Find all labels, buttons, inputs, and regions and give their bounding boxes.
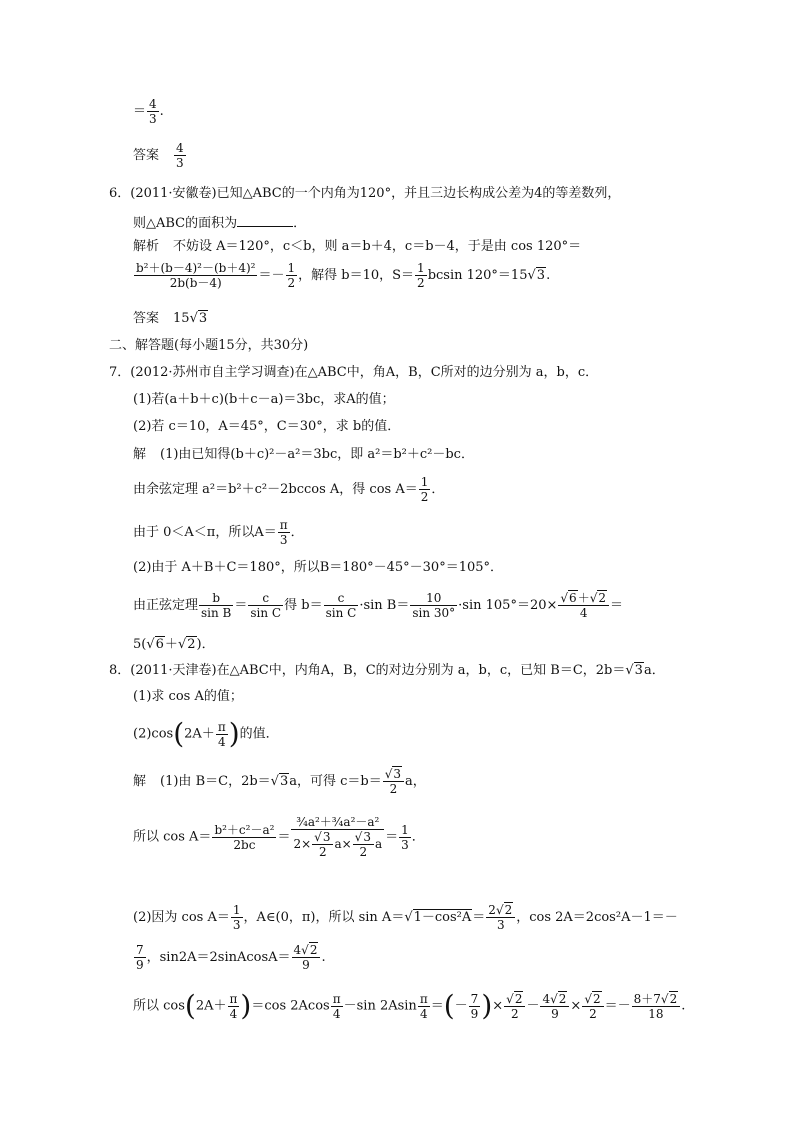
q7-cosine-rule: 由余弦定理 a²＝b²＋c²－2bccos A，得 cos A＝ $\frac{1}{2}$ ． [133, 475, 445, 504]
q6-answer: 答案 15√ 3 [133, 312, 208, 325]
q6-line2: 则△ABC的面积为 ． [133, 216, 307, 231]
q8-part2: (2)cos(2A＋ $\frac{\pi}{4}$ )的值． [133, 717, 279, 750]
answer-line-a: 答案 $\frac{4}{3}$ [133, 141, 184, 170]
q7-title: 7．(2012·苏州市自主学习调查)在△ABC中，角A，B，C所对的边分别为 a，b，c． [109, 365, 599, 380]
q7-result: 5(√ 6＋√ 2)． [133, 638, 215, 651]
q6-analysis-formula: $\frac{\text{b²＋(b－4)²－(b＋4)²}}{2b(b-4)}$ ＝－ $\frac{1}{2}$ ，解得 b＝10，S＝ $\frac{1}{2}$ bcsin 120°＝15√ 3. [133, 262, 550, 289]
q6-title: 6．(2011·安徽卷)已知△ABC的一个内角为120°，并且三边长构成公差为4的等差数列， [109, 186, 621, 201]
q8-part2-line2: $\frac{7}{9}$ ，sin2A＝2sinAcosA＝ $\frac{4√ 2}{9}$ . [133, 944, 326, 971]
eq-four-thirds: ＝ $\frac{4}{3}$ . [133, 97, 164, 126]
q7-part2: (2)若 c＝10，A＝45°，C＝30°，求 b的值． [133, 419, 401, 434]
q8-title: 8．(2011·天津卷)在△ABC中，内角A，B，C的对边分别为 a，b，c，已知 B＝C，2b＝√ 3a． [109, 664, 665, 677]
q8-cosA: 所以 cos A＝ $\frac{\text{b²＋c²－a²}}{2bc}$ ＝ ¾a²＋¾a²－a² 2× √ $\frac{3}{2}$ a× √ $\frac{3}{2}$ a ＝ $\frac{1}{3}$ ． [133, 816, 425, 858]
answer-blank [237, 214, 293, 227]
q8-part1: (1)求 cos A的值； [133, 689, 243, 704]
q7-sine-rule: 由正弦定理 $\frac{b}{\text{sin B}}$ ＝ $\frac{c}{\text{sin C}}$ 得 b＝ $\frac{c}{\text{sin C}}$ ·sin B＝ $\frac{10}{\sin 30^\circ}$ ·sin 105°＝20× √ $\frac{6+√ 2}{4}$ ＝ [133, 592, 623, 619]
q8-solution-1: 解 (1)由 B＝C，2b＝√ 3a，可得 c＝b＝ √ $\frac{3}{2}$ a， [133, 768, 426, 795]
q6-analysis: 解析 不妨设 A＝120°，c＜b，则 a＝b＋4，c＝b－4，于是由 cos 120°＝ [133, 239, 582, 254]
section-heading: 二、解答题(每小题15分，共30分) [109, 338, 309, 353]
q8-part2-line1: (2)因为 cos A＝ $\frac{1}{3}$ ，A∈(0，π)，所以 sin A＝√ 1－cos²A＝ $\frac{2√ 2}{3}$ ，cos 2A＝2cos²A－1＝－ [133, 904, 678, 931]
q7-range: 由于 0＜A＜π，所以A＝ $\frac{\pi}{3}$ ． [133, 518, 304, 547]
q8-final: 所以 cos(2A＋ $\frac{\pi}{4}$ )＝cos 2Acos $\frac{\pi}{4}$ －sin 2Asin $\frac{\pi}{4}$ ＝(－ $\frac{7}{9}$ )× √ $\frac{2}{2}$ － $\frac{4√ 2}{9}$ × √ $\frac{2}{2}$ ＝－ $\frac{8+7√ 2}{18}$ . [133, 992, 685, 1020]
q7-angle-sum: (2)由于 A＋B＋C＝180°，所以B＝180°－45°－30°＝105°． [133, 560, 504, 575]
q7-solution-1: 解 (1)由已知得(b＋c)²－a²＝3bc，即 a²＝b²＋c²－bc． [133, 447, 474, 462]
q7-part1: (1)若(a＋b＋c)(b＋c－a)＝3bc，求A的值； [133, 392, 395, 407]
